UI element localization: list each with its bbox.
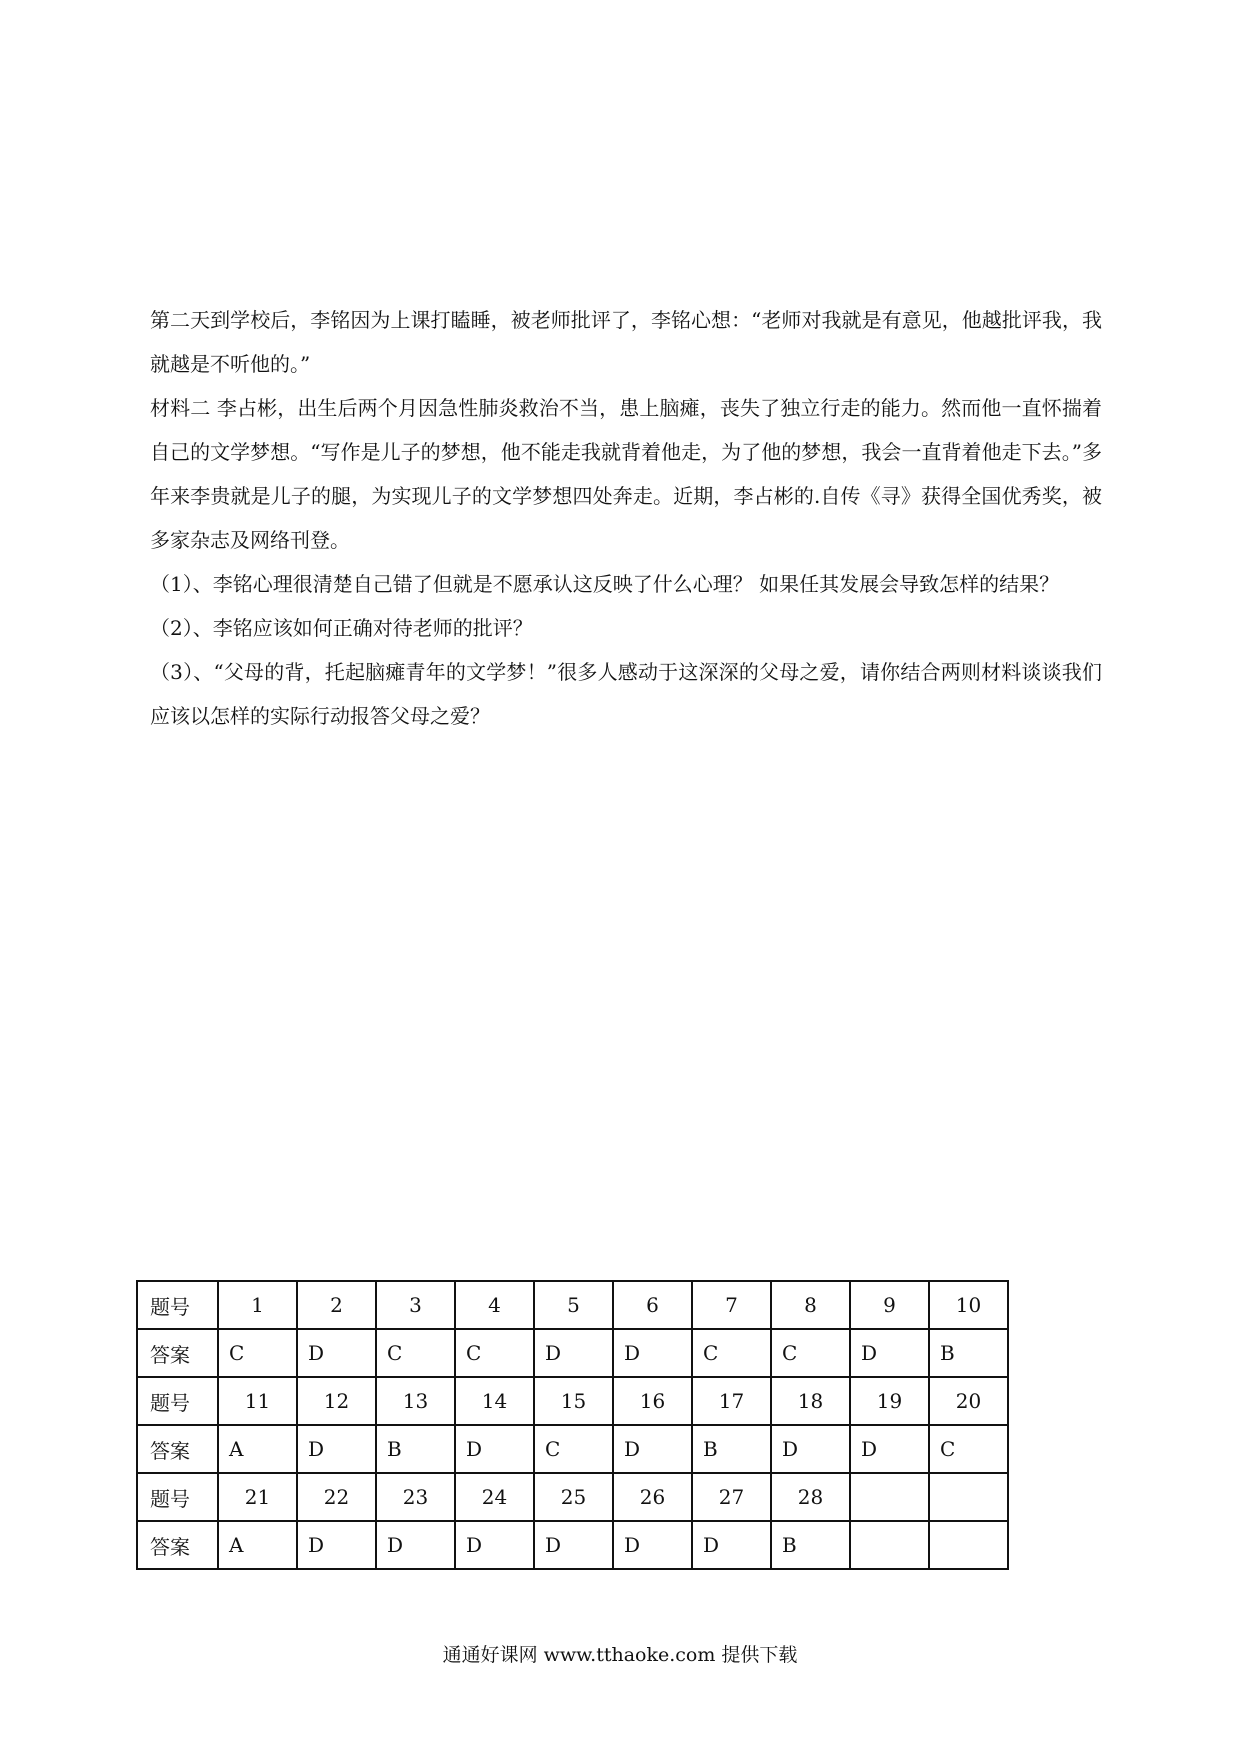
question-number-cell: 9	[850, 1281, 929, 1329]
question-2: （2）、李铭应该如何正确对待老师的批评？	[150, 616, 533, 640]
answer-row	[137, 1425, 1008, 1473]
answer-cell	[850, 1521, 929, 1569]
answer-cell: C	[218, 1329, 297, 1377]
question-number-cell: 16	[613, 1377, 692, 1425]
question-number-cell: 13	[376, 1377, 455, 1425]
answer-row	[137, 1329, 1008, 1377]
answer-cell: B	[771, 1521, 850, 1569]
answer-cell: D	[850, 1425, 929, 1473]
question-number-cell: 18	[771, 1377, 850, 1425]
row-header: 题号	[137, 1281, 218, 1329]
row-header: 题号	[137, 1377, 218, 1425]
question-number-cell: 2	[297, 1281, 376, 1329]
question-number-cell: 6	[613, 1281, 692, 1329]
answer-cell: D	[455, 1425, 534, 1473]
question-number-cell: 8	[771, 1281, 850, 1329]
answer-row	[137, 1521, 1008, 1569]
question-number-cell: 24	[455, 1473, 534, 1521]
answer-cell: D	[771, 1425, 850, 1473]
question-number-cell: 28	[771, 1473, 850, 1521]
answer-cell: D	[534, 1329, 613, 1377]
row-header: 题号	[137, 1473, 218, 1521]
question-number-cell: 21	[218, 1473, 297, 1521]
row-header: 答案	[137, 1329, 218, 1377]
question-number-cell: 4	[455, 1281, 534, 1329]
question-number-cell: 26	[613, 1473, 692, 1521]
answer-cell: C	[771, 1329, 850, 1377]
question-3: （3）、“父母的背，托起脑瘫青年的文学梦！”很多人感动于这深深的父母之爱，请你结合两则材料谈谈我们应该以怎样的实际行动报答父母之爱？	[150, 660, 1102, 728]
question-number-row	[137, 1377, 1008, 1425]
question-text-block	[150, 298, 1102, 738]
question-number-cell: 17	[692, 1377, 771, 1425]
question-number-cell: 1	[218, 1281, 297, 1329]
question-number-row	[137, 1473, 1008, 1521]
question-number-row	[137, 1281, 1008, 1329]
row-header: 答案	[137, 1425, 218, 1473]
question-number-cell	[929, 1473, 1008, 1521]
question-number-cell: 5	[534, 1281, 613, 1329]
question-number-cell: 7	[692, 1281, 771, 1329]
question-number-cell: 22	[297, 1473, 376, 1521]
question-1: （1）、李铭心理很清楚自己错了但就是不愿承认这反映了什么心理？ 如果任其发展会导致怎样的结果？	[150, 572, 1060, 596]
answer-cell: A	[218, 1521, 297, 1569]
answer-cell: C	[455, 1329, 534, 1377]
answer-cell: D	[613, 1521, 692, 1569]
question-number-cell: 25	[534, 1473, 613, 1521]
question-number-cell: 15	[534, 1377, 613, 1425]
footer-credit: 通通好课网 www.tthaoke.com 提供下载	[442, 1644, 798, 1666]
answer-cell: D	[692, 1521, 771, 1569]
answer-cell	[929, 1521, 1008, 1569]
question-number-cell: 14	[455, 1377, 534, 1425]
answer-cell: C	[376, 1329, 455, 1377]
answer-cell: C	[929, 1425, 1008, 1473]
answer-cell: D	[297, 1521, 376, 1569]
answer-cell: D	[376, 1521, 455, 1569]
answer-cell: D	[850, 1329, 929, 1377]
answer-cell: A	[218, 1425, 297, 1473]
answer-cell: B	[692, 1425, 771, 1473]
question-number-cell: 27	[692, 1473, 771, 1521]
answer-cell: D	[613, 1425, 692, 1473]
answer-cell: B	[376, 1425, 455, 1473]
answer-cell: C	[534, 1425, 613, 1473]
answer-key-table	[136, 1280, 1009, 1570]
answer-cell: D	[297, 1425, 376, 1473]
answer-cell: D	[534, 1521, 613, 1569]
answer-cell: C	[692, 1329, 771, 1377]
paragraph-material-one-end: 第二天到学校后，李铭因为上课打瞌睡，被老师批评了，李铭心想：“老师对我就是有意见，他越批评我，我就越是不听他的。”	[150, 308, 1102, 376]
question-number-cell: 10	[929, 1281, 1008, 1329]
answer-cell: B	[929, 1329, 1008, 1377]
question-number-cell: 3	[376, 1281, 455, 1329]
question-number-cell: 20	[929, 1377, 1008, 1425]
row-header: 答案	[137, 1521, 218, 1569]
question-number-cell: 19	[850, 1377, 929, 1425]
question-number-cell	[850, 1473, 929, 1521]
question-number-cell: 23	[376, 1473, 455, 1521]
answer-cell: D	[613, 1329, 692, 1377]
answer-cell: D	[455, 1521, 534, 1569]
question-number-cell: 12	[297, 1377, 376, 1425]
paragraph-material-two: 材料二 李占彬，出生后两个月因急性肺炎救治不当，患上脑瘫，丧失了独立行走的能力。然而他一直怀揣着自己的文学梦想。“写作是儿子的梦想，他不能走我就背着他走，为了他的梦想，我会一直背着他走下去。”多年来李贵就是儿子的腿，为实现儿子的文学梦想四处奔走。近期，李占彬的.自传《寻》获得全国优秀奖，被多家杂志及网络刊登。	[150, 396, 1102, 552]
answer-cell: D	[297, 1329, 376, 1377]
question-number-cell: 11	[218, 1377, 297, 1425]
